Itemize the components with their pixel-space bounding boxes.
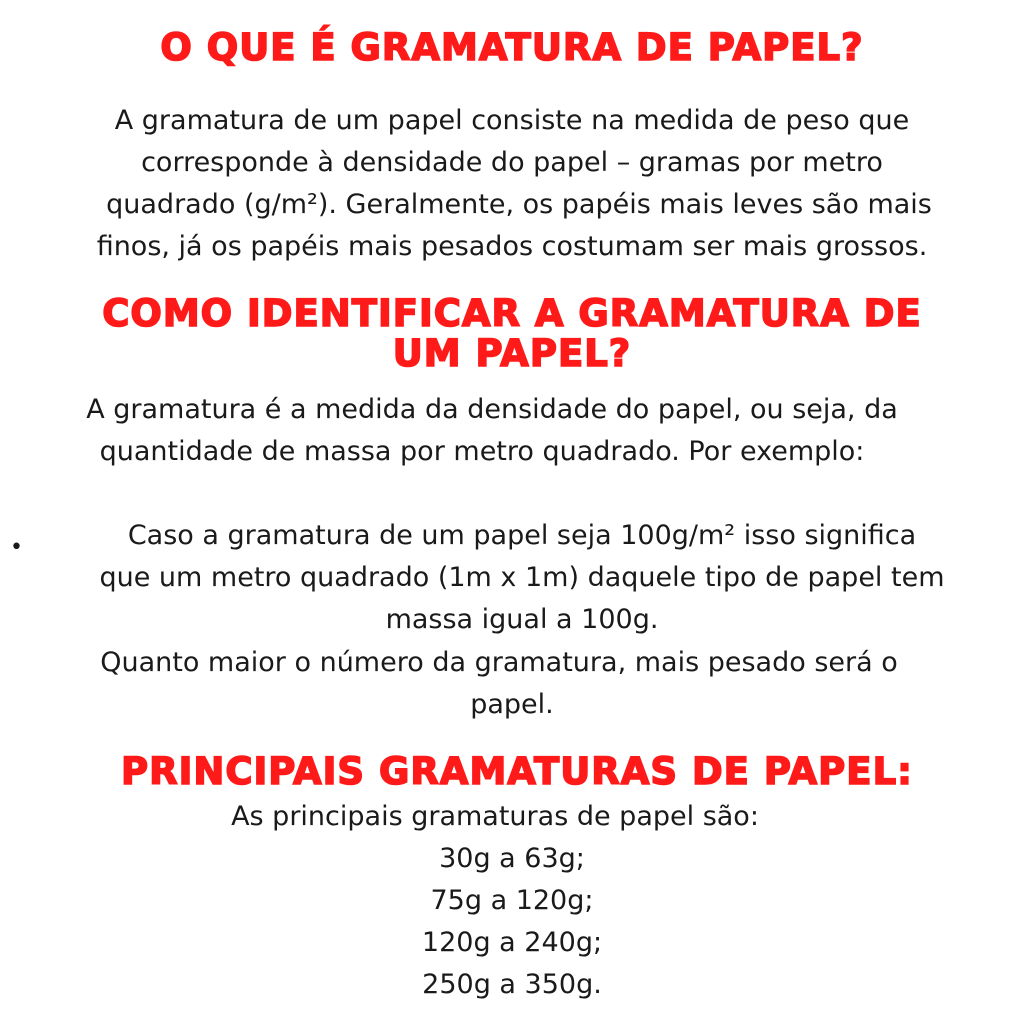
paragraph-line: finos, já os papéis mais pesados costumam ser mais grossos.: [96, 231, 928, 262]
bullet-line: massa igual a 100g.: [385, 604, 659, 635]
bullet-line: Caso a gramatura de um papel seja 100g/m² isso significa: [127, 520, 917, 551]
paragraph-line: A gramatura de um papel consiste na medida de peso que: [114, 105, 910, 136]
paragraph-line: corresponde à densidade do papel – gramas por metro: [141, 147, 883, 178]
paragraph-line: quadrado (g/m²). Geralmente, os papéis mais leves são mais: [106, 189, 932, 220]
bullet-item-example: [0, 515, 1024, 641]
heading-line: COMO IDENTIFICAR A GRAMATURA DE: [102, 292, 922, 335]
grammage-list-intro: As principais gramaturas de papel são:: [231, 801, 759, 832]
grammage-item: 75g a 120g;: [430, 885, 594, 916]
grammage-item: 250g a 350g.: [422, 969, 602, 1000]
paragraph-line: quantidade de massa por metro quadrado. Por exemplo:: [99, 436, 865, 467]
grammage-item: 120g a 240g;: [421, 927, 603, 958]
grammage-item: 30g a 63g;: [439, 843, 585, 874]
paragraph-definition: [0, 100, 1024, 268]
heading-how-to-identify: [0, 294, 1024, 374]
paragraph-line: A gramatura é a medida da densidade do papel, ou seja, da: [86, 394, 898, 425]
paragraph-line: Quanto maior o número da gramatura, mais pesado será o: [100, 647, 898, 678]
heading-what-is-grammage: O QUE É GRAMATURA DE PAPEL?: [160, 26, 864, 69]
paragraph-identify-intro: [0, 389, 1024, 473]
paragraph-closing: [0, 642, 1024, 726]
bullet-line: que um metro quadrado (1m x 1m) daquele tipo de papel tem: [99, 562, 945, 593]
paragraph-line: papel.: [470, 689, 554, 720]
heading-main-grammages: PRINCIPAIS GRAMATURAS DE PAPEL:: [121, 750, 913, 793]
heading-line: UM PAPEL?: [392, 332, 632, 375]
bullet-icon: •: [10, 535, 23, 560]
grammage-list: [0, 796, 1024, 1006]
